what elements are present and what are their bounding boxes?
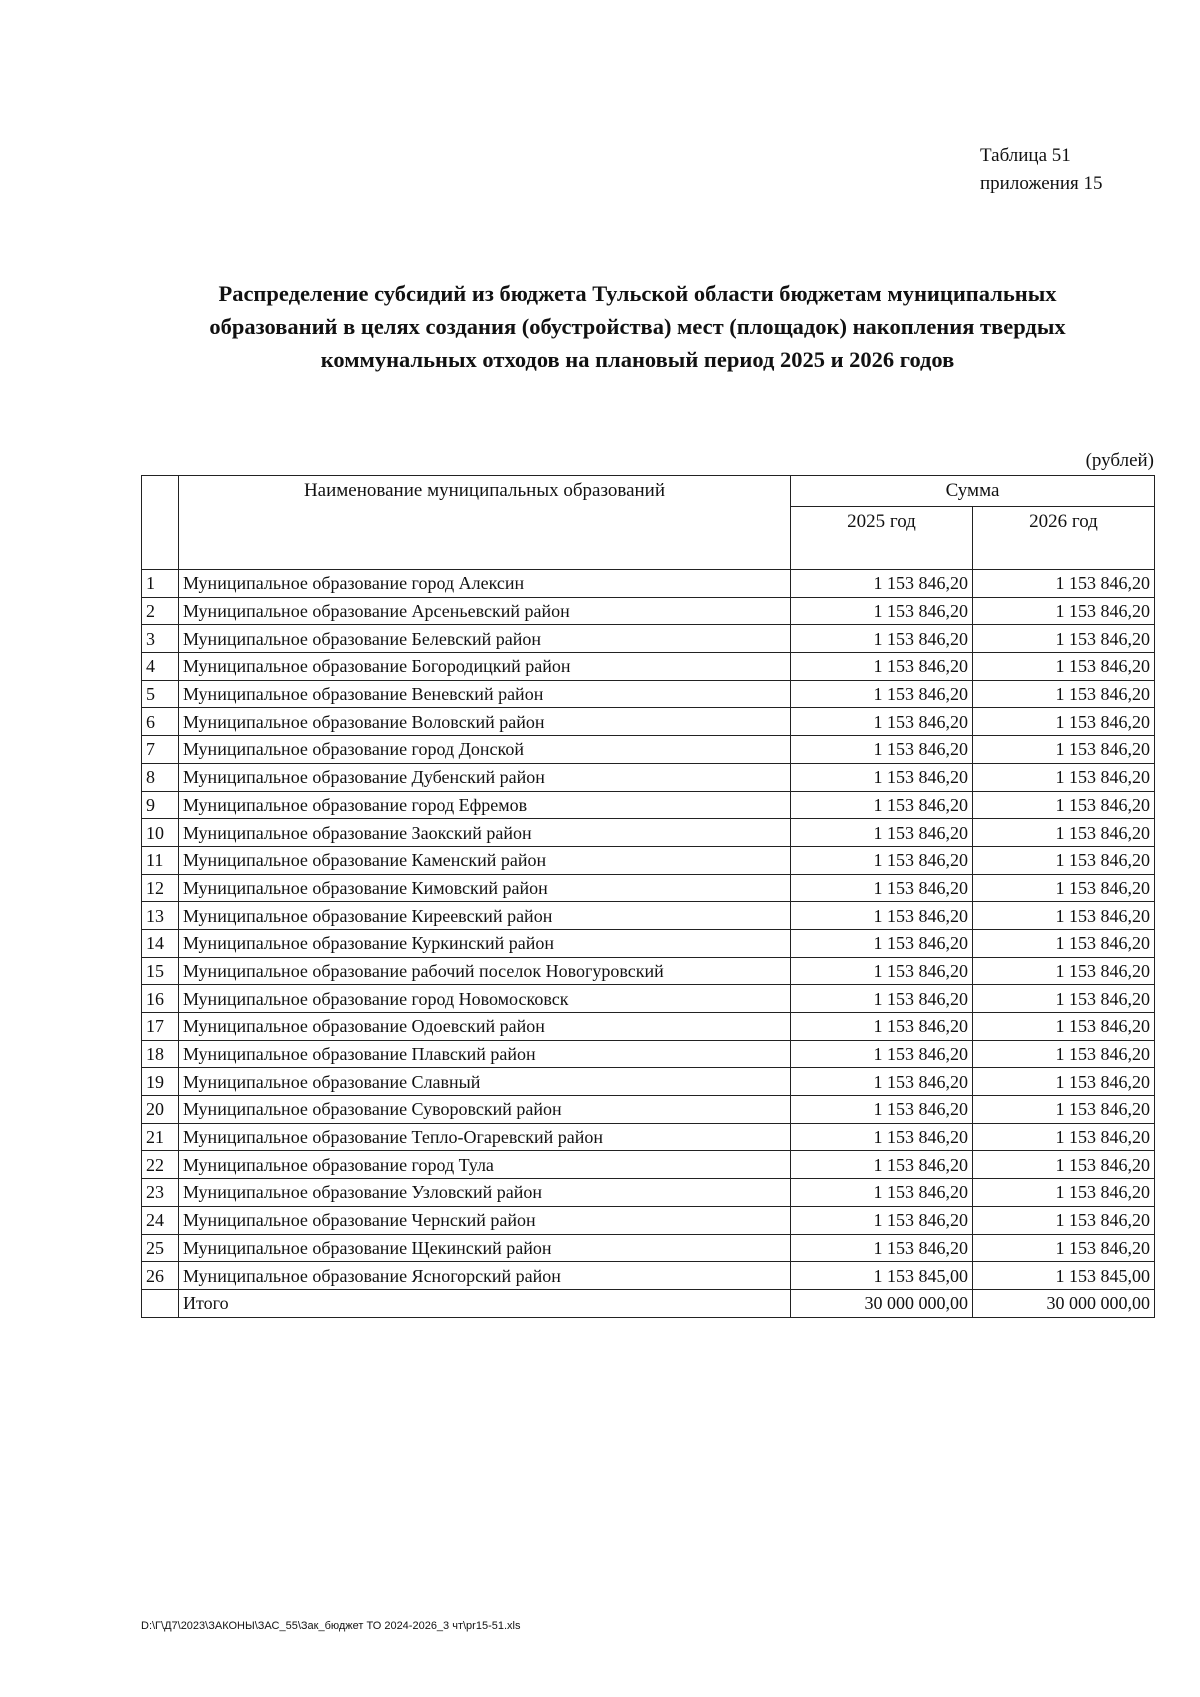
row-number: 7: [142, 736, 179, 764]
table-row: [142, 708, 1155, 736]
appendix-number: приложения 15: [980, 173, 1103, 194]
table-row: [142, 1040, 1155, 1068]
municipality-name: Муниципальное образование Каменский район: [179, 846, 791, 874]
amount-2026: 1 153 846,20: [973, 1206, 1155, 1234]
header-row: [142, 476, 1155, 507]
amount-2026: 1 153 846,20: [973, 819, 1155, 847]
amount-2025: 1 153 846,20: [791, 1151, 973, 1179]
row-number: 15: [142, 957, 179, 985]
amount-2026: 1 153 846,20: [973, 708, 1155, 736]
municipality-name: Муниципальное образование Суворовский район: [179, 1096, 791, 1124]
row-number: 17: [142, 1013, 179, 1041]
municipality-name: Муниципальное образование Дубенский район: [179, 763, 791, 791]
municipality-name: Муниципальное образование Воловский район: [179, 708, 791, 736]
table-row: [142, 597, 1155, 625]
table-row: [142, 902, 1155, 930]
row-number: 16: [142, 985, 179, 1013]
amount-2025: 1 153 846,20: [791, 597, 973, 625]
table-row: [142, 763, 1155, 791]
table-row: [142, 1123, 1155, 1151]
row-number: 3: [142, 625, 179, 653]
header-number-cell: [142, 476, 179, 570]
header-sum: Сумма: [791, 476, 1155, 507]
amount-2026: 1 153 846,20: [973, 1096, 1155, 1124]
table-row: [142, 625, 1155, 653]
title-line-1: Распределение субсидий из бюджета Тульской области бюджетам муниципальных: [218, 281, 1057, 306]
amount-2025: 1 153 846,20: [791, 902, 973, 930]
table-row: [142, 791, 1155, 819]
amount-2025: 1 153 846,20: [791, 985, 973, 1013]
amount-2026: 1 153 846,20: [973, 791, 1155, 819]
row-number: 20: [142, 1096, 179, 1124]
amount-2026: 1 153 846,20: [973, 763, 1155, 791]
amount-2026: 1 153 846,20: [973, 625, 1155, 653]
municipality-name: Муниципальное образование Щекинский район: [179, 1234, 791, 1262]
table-row: [142, 985, 1155, 1013]
table-row: [142, 1013, 1155, 1041]
table-row: [142, 874, 1155, 902]
table-row: [142, 929, 1155, 957]
total-number-cell: [142, 1289, 179, 1317]
amount-2025: 1 153 846,20: [791, 1179, 973, 1207]
table-row: [142, 1096, 1155, 1124]
amount-2026: 1 153 846,20: [973, 1234, 1155, 1262]
amount-2026: 1 153 846,20: [973, 929, 1155, 957]
row-number: 9: [142, 791, 179, 819]
municipality-name: Муниципальное образование Тепло-Огаревский район: [179, 1123, 791, 1151]
amount-2025: 1 153 846,20: [791, 819, 973, 847]
amount-2026: 1 153 846,20: [973, 570, 1155, 598]
municipality-name: Муниципальное образование Веневский район: [179, 680, 791, 708]
amount-2026: 1 153 846,20: [973, 680, 1155, 708]
table-row: [142, 736, 1155, 764]
table-row: [142, 957, 1155, 985]
amount-2026: 1 153 846,20: [973, 597, 1155, 625]
row-number: 12: [142, 874, 179, 902]
row-number: 6: [142, 708, 179, 736]
row-number: 4: [142, 653, 179, 681]
amount-2026: 1 153 846,20: [973, 1151, 1155, 1179]
amount-2025: 1 153 846,20: [791, 1096, 973, 1124]
table-row: [142, 1151, 1155, 1179]
header-year-2025: 2025 год: [791, 507, 973, 570]
table-row: [142, 570, 1155, 598]
row-number: 5: [142, 680, 179, 708]
total-row: [142, 1289, 1155, 1317]
table-row: [142, 846, 1155, 874]
table-row: [142, 1068, 1155, 1096]
amount-2026: 1 153 846,20: [973, 1068, 1155, 1096]
table-row: [142, 1262, 1155, 1290]
total-label: Итого: [179, 1289, 791, 1317]
amount-2025: 1 153 845,00: [791, 1262, 973, 1290]
amount-2025: 1 153 846,20: [791, 708, 973, 736]
municipality-name: Муниципальное образование Арсеньевский район: [179, 597, 791, 625]
amount-2026: 1 153 846,20: [973, 1123, 1155, 1151]
municipality-name: Муниципальное образование Белевский район: [179, 625, 791, 653]
amount-2025: 1 153 846,20: [791, 570, 973, 598]
municipality-name: Муниципальное образование рабочий поселок Новогуровский: [179, 957, 791, 985]
row-number: 24: [142, 1206, 179, 1234]
units-label: (рублей): [1085, 450, 1154, 471]
title-line-3: коммунальных отходов на плановый период 2025 и 2026 годов: [320, 347, 955, 372]
amount-2025: 1 153 846,20: [791, 929, 973, 957]
amount-2026: 1 153 846,20: [973, 653, 1155, 681]
amount-2025: 1 153 846,20: [791, 1206, 973, 1234]
row-number: 25: [142, 1234, 179, 1262]
subsidy-table: [141, 475, 1155, 1318]
amount-2026: 1 153 846,20: [973, 1040, 1155, 1068]
amount-2025: 1 153 846,20: [791, 1013, 973, 1041]
municipality-name: Муниципальное образование Киреевский район: [179, 902, 791, 930]
table-row: [142, 680, 1155, 708]
table-row: [142, 1234, 1155, 1262]
amount-2026: 1 153 846,20: [973, 846, 1155, 874]
municipality-name: Муниципальное образование Куркинский район: [179, 929, 791, 957]
amount-2025: 1 153 846,20: [791, 846, 973, 874]
document-title: [170, 277, 1105, 376]
header-year-2026: 2026 год: [973, 507, 1155, 570]
total-2025: 30 000 000,00: [791, 1289, 973, 1317]
table-row: [142, 653, 1155, 681]
amount-2026: 1 153 846,20: [973, 902, 1155, 930]
municipality-name: Муниципальное образование Кимовский район: [179, 874, 791, 902]
amount-2026: 1 153 846,20: [973, 736, 1155, 764]
row-number: 2: [142, 597, 179, 625]
title-line-2: образований в целях создания (обустройства) мест (площадок) накопления твердых: [209, 314, 1066, 339]
header-name: Наименование муниципальных образований: [179, 476, 791, 570]
amount-2025: 1 153 846,20: [791, 653, 973, 681]
total-2026: 30 000 000,00: [973, 1289, 1155, 1317]
municipality-name: Муниципальное образование город Донской: [179, 736, 791, 764]
municipality-name: Муниципальное образование город Алексин: [179, 570, 791, 598]
amount-2025: 1 153 846,20: [791, 791, 973, 819]
row-number: 11: [142, 846, 179, 874]
amount-2026: 1 153 846,20: [973, 957, 1155, 985]
file-path-footer: D:\Г\Д7\2023\ЗАКОНЫ\ЗАС_55\Зак_бюджет ТО 2024-2026_3 чт\pr15-51.xls: [141, 1620, 521, 1632]
municipality-name: Муниципальное образование Заокский район: [179, 819, 791, 847]
amount-2025: 1 153 846,20: [791, 736, 973, 764]
municipality-name: Муниципальное образование Богородицкий район: [179, 653, 791, 681]
municipality-name: Муниципальное образование Одоевский район: [179, 1013, 791, 1041]
table-body: [142, 570, 1155, 1290]
amount-2025: 1 153 846,20: [791, 625, 973, 653]
municipality-name: Муниципальное образование город Ефремов: [179, 791, 791, 819]
row-number: 22: [142, 1151, 179, 1179]
amount-2025: 1 153 846,20: [791, 1123, 973, 1151]
row-number: 18: [142, 1040, 179, 1068]
amount-2026: 1 153 846,20: [973, 874, 1155, 902]
municipality-name: Муниципальное образование город Тула: [179, 1151, 791, 1179]
row-number: 1: [142, 570, 179, 598]
amount-2026: 1 153 846,20: [973, 1013, 1155, 1041]
municipality-name: Муниципальное образование город Новомосковск: [179, 985, 791, 1013]
amount-2025: 1 153 846,20: [791, 1234, 973, 1262]
municipality-name: Муниципальное образование Ясногорский район: [179, 1262, 791, 1290]
row-number: 21: [142, 1123, 179, 1151]
amount-2025: 1 153 846,20: [791, 874, 973, 902]
row-number: 26: [142, 1262, 179, 1290]
row-number: 19: [142, 1068, 179, 1096]
amount-2025: 1 153 846,20: [791, 1040, 973, 1068]
row-number: 23: [142, 1179, 179, 1207]
row-number: 10: [142, 819, 179, 847]
table-reference: [980, 142, 1102, 198]
municipality-name: Муниципальное образование Узловский район: [179, 1179, 791, 1207]
table-number: Таблица 51: [980, 145, 1071, 166]
row-number: 14: [142, 929, 179, 957]
amount-2025: 1 153 846,20: [791, 680, 973, 708]
row-number: 8: [142, 763, 179, 791]
amount-2026: 1 153 846,20: [973, 985, 1155, 1013]
amount-2026: 1 153 845,00: [973, 1262, 1155, 1290]
municipality-name: Муниципальное образование Плавский район: [179, 1040, 791, 1068]
row-number: 13: [142, 902, 179, 930]
table-row: [142, 1179, 1155, 1207]
table-row: [142, 1206, 1155, 1234]
amount-2025: 1 153 846,20: [791, 957, 973, 985]
amount-2025: 1 153 846,20: [791, 763, 973, 791]
municipality-name: Муниципальное образование Чернский район: [179, 1206, 791, 1234]
amount-2025: 1 153 846,20: [791, 1068, 973, 1096]
amount-2026: 1 153 846,20: [973, 1179, 1155, 1207]
municipality-name: Муниципальное образование Славный: [179, 1068, 791, 1096]
table-row: [142, 819, 1155, 847]
